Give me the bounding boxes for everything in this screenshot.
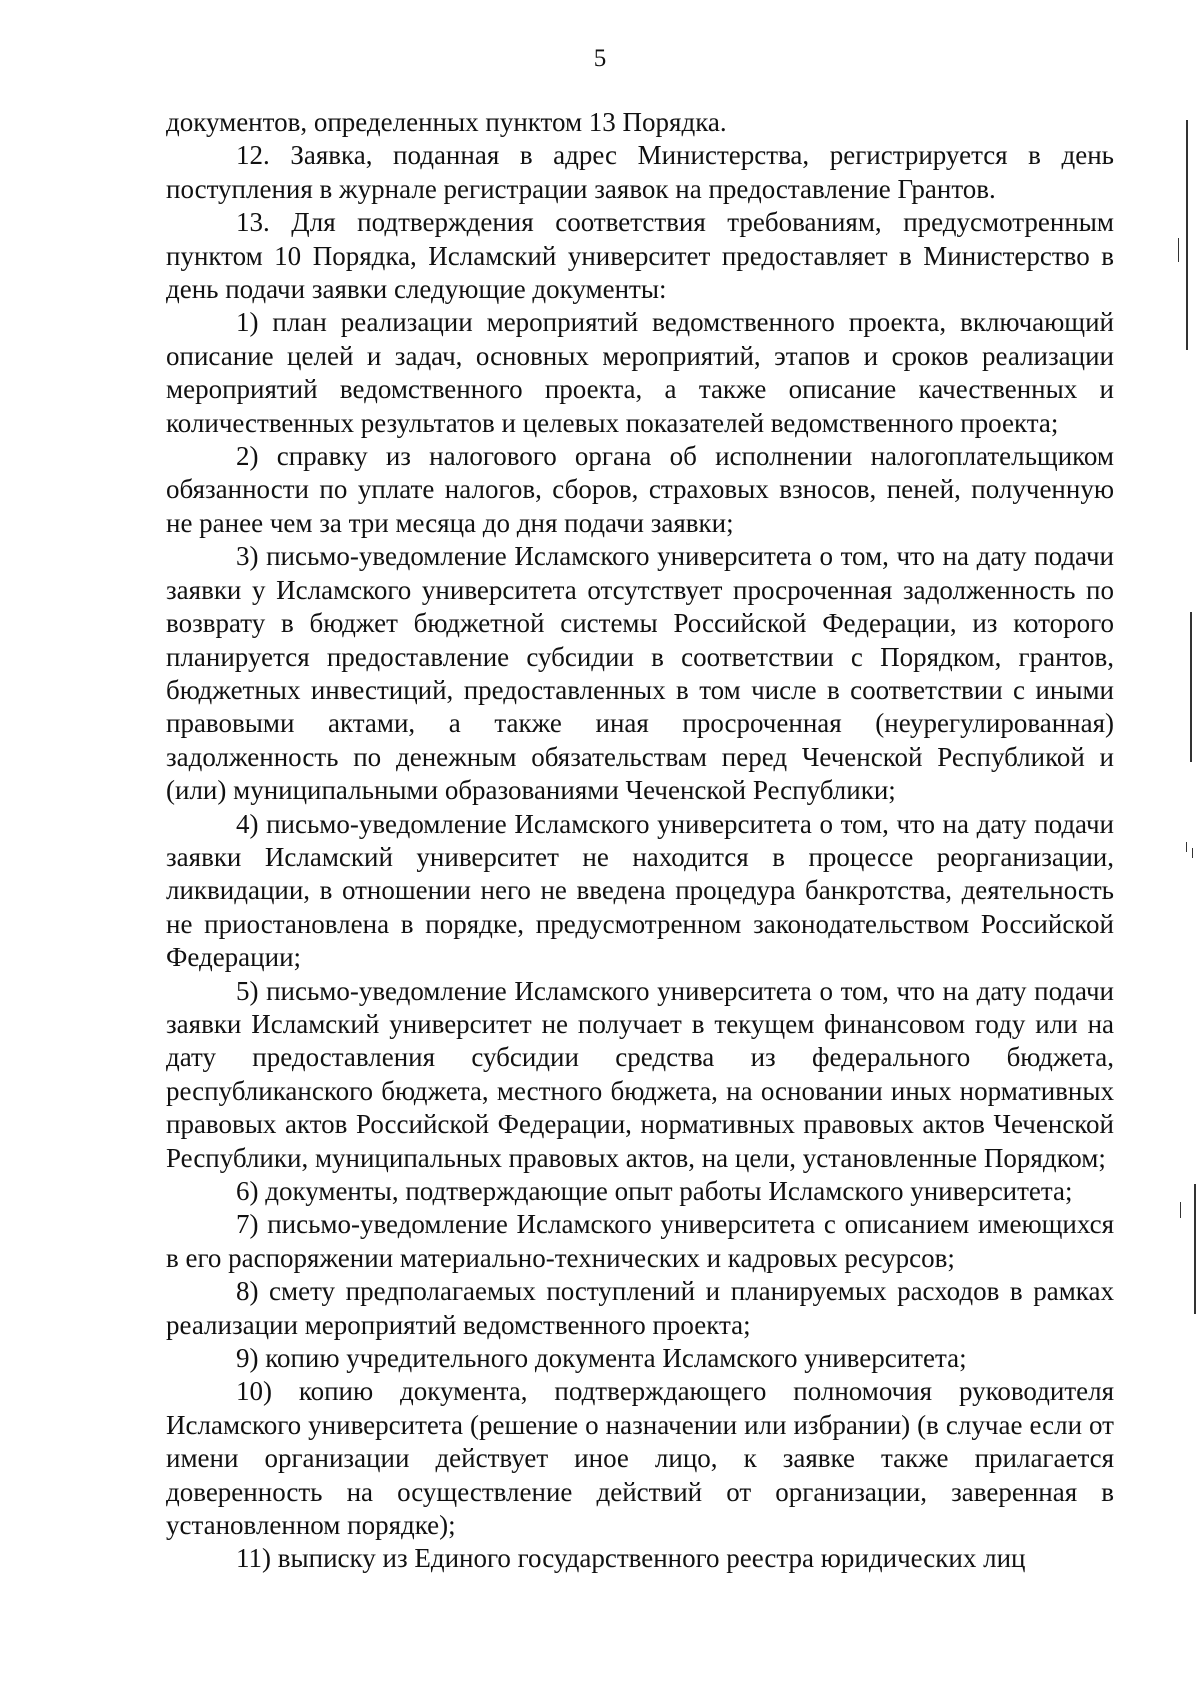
list-item-7: 7) письмо-уведомление Исламского университета с описанием имеющихся в его распоряжении материально-технических и кадровых ресурсов; <box>166 1209 1114 1273</box>
scan-edge-mark <box>1192 848 1193 858</box>
scan-edge-mark <box>1190 612 1192 762</box>
scan-edge-mark <box>1178 238 1179 262</box>
document-body <box>166 106 1114 1576</box>
page-number: 5 <box>593 45 607 72</box>
list-item-3: 3) письмо-уведомление Исламского университета о том, что на дату подачи заявки у Исламского университета отсутствует просроченная задолженность по возврату в бюджет бюджетной системы Российской Федерации, из которого планируется предоставление субсидии в соответствии с Порядком, грантов, бюджетных инвестиций, предоставленных в том числе в соответствии с иными правовыми актами, а также иная просроченная (неурегулированная) задолженность по денежным обязательствам перед Чеченской Республикой и (или) муниципальными образованиями Чеченской Республики; <box>166 541 1114 806</box>
paragraph-continuation: документов, определенных пунктом 13 Порядка. <box>166 107 727 137</box>
list-item-5: 5) письмо-уведомление Исламского университета о том, что на дату подачи заявки Исламский университет не получает в текущем финансовом году или на дату предоставления субсидии средства из федерального бюджета, республиканского бюджета, местного бюджета, на основании иных нормативных правовых актов Российской Федерации, нормативных правовых актов Чеченской Республики, муниципальных правовых актов, на цели, установленные Порядком; <box>166 975 1114 1173</box>
scan-edge-mark <box>1186 120 1188 350</box>
scan-edge-mark <box>1180 1202 1181 1218</box>
list-item-8: 8) смету предполагаемых поступлений и планируемых расходов в рамках реализации мероприятий ведомственного проекта; <box>166 1276 1114 1340</box>
list-item-6: 6) документы, подтверждающие опыт работы Исламского университета; <box>236 1176 1073 1206</box>
list-item-11: 11) выписку из Единого государственного реестра юридических лиц <box>236 1543 1026 1574</box>
paragraph-item-12: 12. Заявка, поданная в адрес Министерства, регистрируется в день поступления в журнале регистрации заявок на предоставление Грантов. <box>166 140 1114 204</box>
list-item-2: 2) справку из налогового органа об исполнении налогоплательщиком обязанности по уплате налогов, сборов, страховых взносов, пеней, полученную не ранее чем за три месяца до дня подачи заявки; <box>166 441 1114 538</box>
list-item-4: 4) письмо-уведомление Исламского университета о том, что на дату подачи заявки Исламский университет не находится в процессе реорганизации, ликвидации, в отношении него не введена процедура банкротства, деятельность не приостановлена в порядке, предусмотренном законодательством Российской Федерации; <box>166 808 1114 973</box>
scan-edge-mark <box>1194 1184 1196 1314</box>
list-item-10: 10) копию документа, подтверждающего полномочия руководителя Исламского университета (решение о назначении или избрании) (в случае если от имени организации действует иное лицо, к заявке также прилагается доверенность на осуществление действий от организации, заверенная в установленном порядке); <box>166 1376 1114 1541</box>
scan-edge-mark <box>1186 842 1187 852</box>
list-item-9: 9) копию учредительного документа Исламского университета; <box>236 1343 967 1374</box>
list-item-1: 1) план реализации мероприятий ведомственного проекта, включающий описание целей и задач, основных мероприятий, этапов и сроков реализации мероприятий ведомственного проекта, а также описание качественных и количественных результатов и целевых показателей ведомственного проекта; <box>166 307 1114 438</box>
paragraph-item-13: 13. Для подтверждения соответствия требованиям, предусмотренным пунктом 10 Порядка, Исламский университет предоставляет в Министерство в день подачи заявки следующие документы: <box>166 207 1114 305</box>
